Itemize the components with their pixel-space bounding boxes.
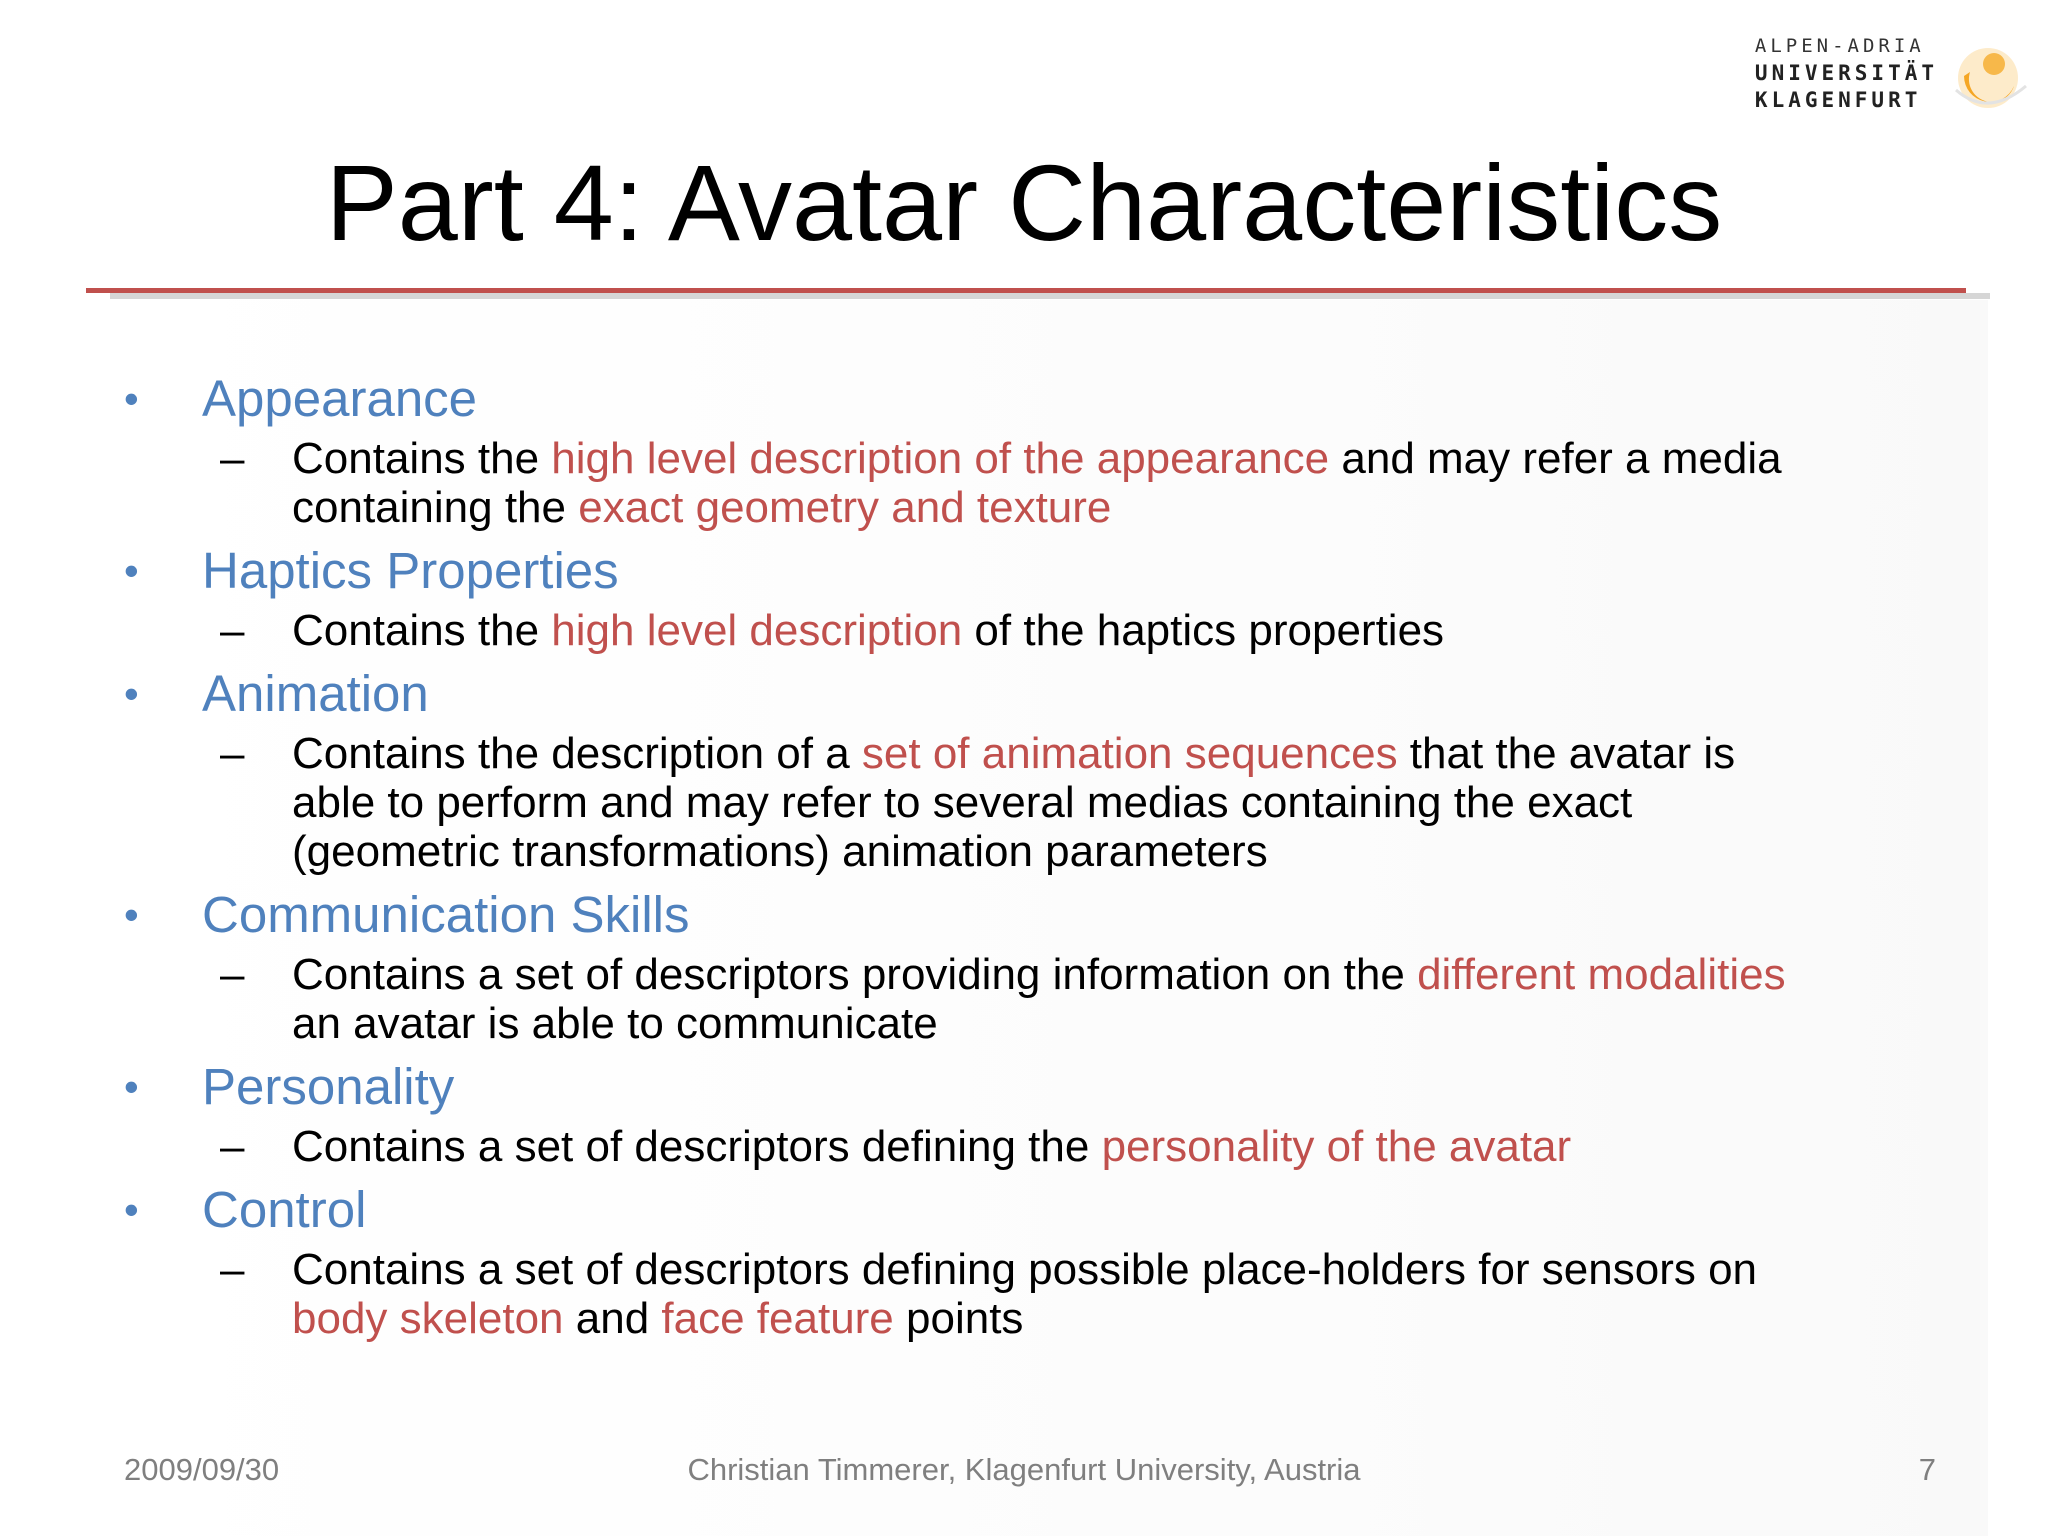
body-text: Contains a set of descriptors defining the [292,1122,1102,1171]
title-rule [86,288,1966,293]
bullet-heading [120,1179,1980,1241]
logo-text [1755,33,1938,114]
highlighted-text: personality of the avatar [1101,1122,1572,1171]
highlighted-text: high level description [551,606,963,655]
bullet-heading [120,663,1980,725]
sub-bullet [120,1122,1980,1171]
dash-icon: – [220,1245,245,1294]
bullet-dot-icon: • [124,1186,139,1233]
highlighted-text: exact geometry and texture [578,483,1112,532]
bullet-list [120,360,1980,1347]
bullet-heading [120,368,1980,430]
bullet-heading-text: Appearance [202,370,478,427]
dash-icon: – [220,606,245,655]
sub-bullet [120,1245,1980,1343]
sub-bullet [120,729,1980,876]
bullet-heading-text: Animation [202,665,429,722]
bullet-heading-text: Communication Skills [202,886,690,943]
bullet-dot-icon: • [124,891,139,938]
university-logo [1755,28,2030,118]
dash-icon: – [220,950,245,999]
body-text: containing the [292,483,579,532]
bullet-heading-text: Haptics Properties [202,542,619,599]
body-text: of the haptics properties [962,606,1445,655]
body-text: and [563,1294,662,1343]
body-text: (geometric transformations) animation parameters [292,827,1268,876]
bullet-dot-icon: • [124,670,139,717]
footer-page-number: 7 [1918,1452,1936,1487]
logo-line-1: ALPEN-ADRIA [1754,34,1925,57]
highlighted-text: different modalities [1417,950,1786,999]
sub-bullet [120,606,1980,655]
university-sun-logo-icon [1948,28,2030,118]
sub-bullet [120,950,1980,1048]
highlighted-text: body skeleton [292,1294,564,1343]
dash-icon: – [220,434,245,483]
bullet-heading [120,540,1980,602]
body-text: points [893,1294,1024,1343]
highlighted-text: face feature [661,1294,894,1343]
bullet-dot-icon: • [124,1063,139,1110]
highlighted-text: high level description of the appearance [551,434,1330,483]
dash-icon: – [220,1122,245,1171]
highlighted-text: set of animation sequences [861,729,1398,778]
sub-bullet [120,434,1980,532]
bullet-heading [120,884,1980,946]
body-text: Contains a set of descriptors providing information on the [292,950,1418,999]
bullet-heading [120,1056,1980,1118]
logo-line-2: UNIVERSITÄT [1754,60,1938,85]
bullet-heading-text: Control [202,1181,367,1238]
body-text: able to perform and may refer to several medias containing the exact [292,778,1633,827]
bullet-dot-icon: • [124,547,139,594]
body-text: Contains a set of descriptors defining possible place-holders for sensors on [292,1245,1758,1294]
slide-title: Part 4: Avatar Characteristics [325,142,1723,263]
body-text: that the avatar is [1397,729,1736,778]
bullet-heading-text: Personality [202,1058,455,1115]
footer-author: Christian Timmerer, Klagenfurt University, Austria [687,1452,1361,1487]
body-text: an avatar is able to communicate [292,999,938,1048]
footer-date: 2009/09/30 [124,1452,280,1487]
logo-line-3: KLAGENFURT [1754,87,1922,112]
body-text: Contains the [292,606,552,655]
body-text: Contains the description of a [292,729,862,778]
bullet-dot-icon: • [124,375,139,422]
body-text: Contains the [292,434,552,483]
body-text: and may refer a media [1329,434,1782,483]
dash-icon: – [220,729,245,778]
title-rule-shadow [110,293,1990,299]
